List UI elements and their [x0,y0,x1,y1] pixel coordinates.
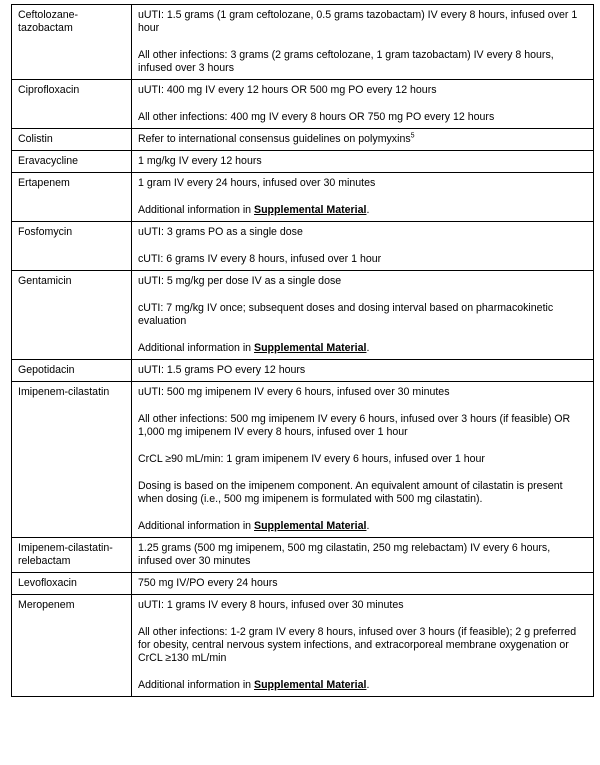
dosing-text: All other infections: 3 grams (2 grams ceftolozane, 1 gram tazobactam) IV every 8 hours, infused over 3 hours [138,49,554,74]
dosing-paragraph [138,413,587,439]
drug-name-cell: Imipenem-cilastatin [12,382,132,538]
supplemental-material-link[interactable]: Supplemental Material [254,679,367,691]
table-row [12,360,594,382]
dosing-text: All other infections: 400 mg IV every 8 hours OR 750 mg PO every 12 hours [138,111,495,123]
link-suffix: . [366,520,370,532]
drug-name-cell: Meropenem [12,595,132,697]
dosing-cell [132,595,594,697]
drug-name-cell: Fosfomycin [12,222,132,271]
dosing-text: Refer to international consensus guidelines on polymyxins [138,133,411,145]
dosing-paragraph [138,49,587,75]
table-row [12,573,594,595]
dosing-text: uUTI: 1 grams IV every 8 hours, infused over 30 minutes [138,599,404,611]
table-row [12,129,594,151]
dosing-text: uUTI: 5 mg/kg per dose IV as a single dose [138,275,342,287]
table-row [12,173,594,222]
dosing-paragraph [138,204,587,217]
drug-name-cell: Imipenem-cilastatin-relebactam [12,538,132,573]
dosing-text: Additional information in [138,204,255,216]
dosing-cell [132,151,594,173]
dosing-text: All other infections: 500 mg imipenem IV every 6 hours, infused over 3 hours (if feasible) OR 1,000 mg imipenem IV every 8 hours, infused over 1 hour [138,413,571,438]
dosing-text: uUTI: 1.5 grams PO every 12 hours [138,364,306,376]
drug-name-cell: Ceftolozane-tazobactam [12,5,132,80]
dosing-text: uUTI: 400 mg IV every 12 hours OR 500 mg PO every 12 hours [138,84,437,96]
dosing-table [11,4,594,697]
reference-superscript: 5 [410,132,415,140]
dosing-text: Additional information in [138,679,255,691]
dosing-paragraph [138,386,587,399]
dosing-paragraph [138,599,587,612]
dosing-paragraph [138,542,587,568]
dosing-text: Additional information in [138,520,255,532]
table-row [12,151,594,173]
drug-name-cell: Colistin [12,129,132,151]
link-suffix: . [366,204,370,216]
dosing-cell [132,573,594,595]
drug-name-cell: Ciprofloxacin [12,80,132,129]
drug-name-cell: Gentamicin [12,271,132,360]
dosing-text: Dosing is based on the imipenem component. An equivalent amount of cilastatin is present when dosing (i.e., 500 mg imipenem is formulated with 500 mg cilastatin). [138,480,563,505]
drug-name-cell: Ertapenem [12,173,132,222]
dosing-paragraph [138,679,587,692]
table-row [12,222,594,271]
link-suffix: . [366,679,370,691]
table-row [12,271,594,360]
dosing-paragraph [138,226,587,239]
dosing-cell [132,5,594,80]
table-row [12,5,594,80]
dosing-text: 1.25 grams (500 mg imipenem, 500 mg cilastatin, 250 mg relebactam) IV every 6 hours, infused over 30 minutes [138,542,551,567]
dosing-paragraph [138,453,587,466]
dosing-cell [132,129,594,151]
table-row [12,80,594,129]
dosing-paragraph [138,155,587,168]
supplemental-material-link[interactable]: Supplemental Material [254,204,367,216]
dosing-paragraph [138,84,587,97]
dosing-paragraph [138,9,587,35]
dosing-text: All other infections: 1-2 gram IV every 8 hours, infused over 3 hours (if feasible); 2 g preferred for obesity, central nervous system infections, and extracorporeal membrane oxygenation or CrCL ≥130 mL/min [138,626,577,664]
dosing-text: 1 mg/kg IV every 12 hours [138,155,262,167]
dosing-paragraph [138,177,587,190]
dosing-text: Additional information in [138,342,255,354]
dosing-paragraph [138,364,587,377]
dosing-text: cUTI: 7 mg/kg IV once; subsequent doses and dosing interval based on pharmacokinetic evaluation [138,302,554,327]
dosing-paragraph [138,133,587,146]
link-suffix: . [366,342,370,354]
dosing-cell [132,173,594,222]
dosing-paragraph [138,253,587,266]
dosing-cell [132,360,594,382]
dosing-text: uUTI: 3 grams PO as a single dose [138,226,303,238]
supplemental-material-link[interactable]: Supplemental Material [254,520,367,532]
dosing-paragraph [138,302,587,328]
dosing-cell [132,222,594,271]
dosing-text: cUTI: 6 grams IV every 8 hours, infused over 1 hour [138,253,382,265]
dosing-text: 750 mg IV/PO every 24 hours [138,577,278,589]
dosing-cell [132,382,594,538]
dosing-cell [132,271,594,360]
dosing-text: uUTI: 500 mg imipenem IV every 6 hours, infused over 30 minutes [138,386,450,398]
dosing-paragraph [138,342,587,355]
table-row [12,595,594,697]
dosing-table-body [12,5,594,697]
dosing-paragraph [138,577,587,590]
dosing-paragraph [138,520,587,533]
drug-name-cell: Gepotidacin [12,360,132,382]
dosing-paragraph [138,275,587,288]
supplemental-material-link[interactable]: Supplemental Material [254,342,367,354]
drug-name-cell: Levofloxacin [12,573,132,595]
table-row [12,538,594,573]
table-row [12,382,594,538]
dosing-cell [132,538,594,573]
dosing-text: CrCL ≥90 mL/min: 1 gram imipenem IV every 6 hours, infused over 1 hour [138,453,485,465]
drug-name-cell: Eravacycline [12,151,132,173]
dosing-text: 1 gram IV every 24 hours, infused over 30 minutes [138,177,376,189]
dosing-paragraph [138,480,587,506]
dosing-text: uUTI: 1.5 grams (1 gram ceftolozane, 0.5 grams tazobactam) IV every 8 hours, infused over 1 hour [138,9,578,34]
dosing-paragraph [138,626,587,665]
dosing-cell [132,80,594,129]
dosing-paragraph [138,111,587,124]
